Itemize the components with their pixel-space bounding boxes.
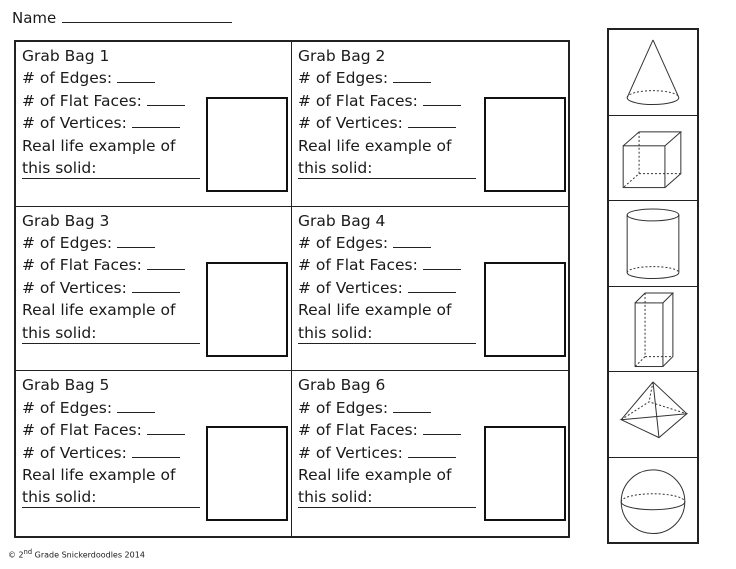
edges-blank[interactable] [117, 399, 155, 413]
example-label-line1: Real life example of [298, 465, 452, 484]
grab-bag-grid [14, 40, 570, 538]
cube-icon[interactable] [609, 116, 697, 202]
faces-label: # of Flat Faces: [22, 421, 142, 440]
edges-blank[interactable] [393, 399, 431, 413]
edges-label: # of Edges: [298, 398, 389, 417]
example-label-line1: Real life example of [298, 301, 452, 320]
grab-bag-cell [292, 207, 568, 372]
grab-bag-title: Grab Bag 4 [298, 211, 386, 230]
vertices-label: # of Vertices: [298, 278, 403, 297]
vertices-label: # of Vertices: [298, 114, 403, 133]
edges-blank[interactable] [393, 234, 431, 248]
vertices-blank[interactable] [408, 114, 456, 128]
faces-label: # of Flat Faces: [22, 256, 142, 275]
shape-answer-box[interactable] [206, 97, 288, 192]
example-label-line2: this solid: [298, 488, 373, 507]
example-label-line1: Real life example of [22, 136, 176, 155]
sphere-icon[interactable] [609, 458, 697, 543]
name-blank[interactable] [62, 8, 232, 23]
name-field[interactable] [12, 8, 232, 27]
shape-answer-box[interactable] [484, 97, 566, 192]
name-label: Name [12, 9, 57, 27]
grab-bag-cell [292, 371, 568, 536]
example-label-line1: Real life example of [298, 136, 452, 155]
vertices-label: # of Vertices: [22, 443, 127, 462]
example-label-line2: this solid: [22, 159, 97, 178]
faces-blank[interactable] [423, 256, 461, 270]
example-blank[interactable] [298, 506, 476, 508]
faces-blank[interactable] [423, 92, 461, 106]
vertices-label: # of Vertices: [298, 443, 403, 462]
faces-label: # of Flat Faces: [298, 421, 418, 440]
rectangular-prism-icon[interactable] [609, 287, 697, 373]
shape-answer-box[interactable] [484, 426, 566, 521]
shape-answer-box[interactable] [484, 262, 566, 357]
grab-bag-title: Grab Bag 2 [298, 47, 386, 65]
grab-bag-title: Grab Bag 5 [22, 376, 110, 395]
faces-label: # of Flat Faces: [22, 91, 142, 110]
grab-bag-title: Grab Bag 6 [298, 376, 386, 395]
edges-label: # of Edges: [298, 234, 389, 253]
vertices-label: # of Vertices: [22, 278, 127, 297]
solid-shapes-strip [607, 28, 699, 544]
shape-answer-box[interactable] [206, 262, 288, 357]
grab-bag-title: Grab Bag 1 [22, 47, 110, 65]
example-label-line1: Real life example of [22, 301, 176, 320]
faces-blank[interactable] [423, 421, 461, 435]
example-label-line2: this solid: [22, 323, 97, 342]
edges-blank[interactable] [117, 234, 155, 248]
grab-bag-cell [292, 42, 568, 207]
vertices-blank[interactable] [132, 279, 180, 293]
vertices-blank[interactable] [132, 114, 180, 128]
vertices-label: # of Vertices: [22, 114, 127, 133]
edges-blank[interactable] [393, 69, 431, 83]
edges-label: # of Edges: [298, 69, 389, 88]
example-blank[interactable] [298, 177, 476, 179]
vertices-blank[interactable] [408, 444, 456, 458]
faces-label: # of Flat Faces: [298, 256, 418, 275]
edges-label: # of Edges: [22, 234, 113, 253]
grab-bag-cell [16, 207, 292, 372]
vertices-blank[interactable] [408, 279, 456, 293]
example-blank[interactable] [22, 177, 200, 179]
grab-bag-title: Grab Bag 3 [22, 211, 110, 230]
cylinder-icon[interactable] [609, 201, 697, 287]
faces-label: # of Flat Faces: [298, 91, 418, 110]
faces-blank[interactable] [147, 92, 185, 106]
edges-label: # of Edges: [22, 69, 113, 88]
edges-blank[interactable] [117, 69, 155, 83]
edges-label: # of Edges: [22, 398, 113, 417]
example-blank[interactable] [298, 342, 476, 344]
faces-blank[interactable] [147, 256, 185, 270]
copyright-footer: © 2nd Grade Snickerdoodles 2014 [8, 548, 145, 560]
example-label-line2: this solid: [298, 323, 373, 342]
example-label-line2: this solid: [22, 488, 97, 507]
example-blank[interactable] [22, 506, 200, 508]
square-pyramid-icon[interactable] [609, 372, 697, 458]
cone-icon[interactable] [609, 30, 697, 116]
example-label-line2: this solid: [298, 159, 373, 178]
grab-bag-cell [16, 42, 292, 207]
faces-blank[interactable] [147, 421, 185, 435]
vertices-blank[interactable] [132, 444, 180, 458]
grab-bag-cell [16, 371, 292, 536]
example-blank[interactable] [22, 342, 200, 344]
example-label-line1: Real life example of [22, 465, 176, 484]
shape-answer-box[interactable] [206, 426, 288, 521]
